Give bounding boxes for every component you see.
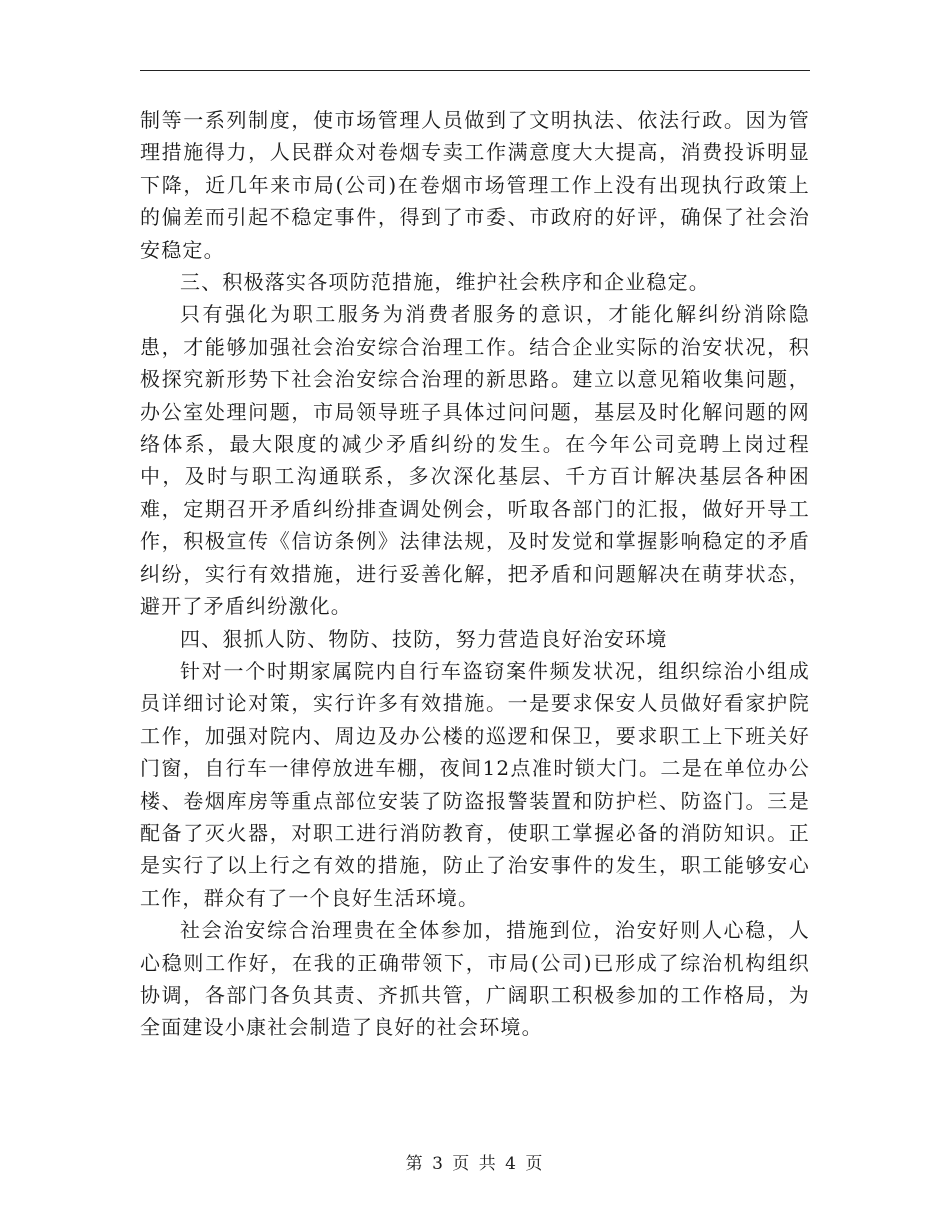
page-footer: 第 3 页 共 4 页: [405, 1154, 545, 1174]
document-body: [140, 104, 810, 1044]
paragraph-3: 针对一个时期家属院内自行车盗窃案件频发状况，组织综治小组成员详细讨论对策，实行许多有效措施。一是要求保安人员做好看家护院工作，加强对院内、周边及办公楼的巡逻和保卫，要求职工上下班关好门窗，自行车一律停放进车棚，夜间12点准时锁大门。二是在单位办公楼、卷烟库房等重点部位安装了防盗报警装置和防护栏、防盗门。三是配备了灭火器，对职工进行消防教育，使职工掌握必备的消防知识。正是实行了以上行之有效的措施，防止了治安事件的发生，职工能够安心工作，群众有了一个良好生活环境。: [140, 658, 810, 910]
section-heading-4: 四、狠抓人防、物防、技防，努力营造良好治安环境: [180, 626, 668, 651]
paragraph-1: 制等一系列制度，使市场管理人员做到了文明执法、依法行政。因为管理措施得力，人民群众对卷烟专卖工作满意度大大提高，消费投诉明显下降，近几年来市局(公司)在卷烟市场管理工作上没有出现执行政策上的偏差而引起不稳定事件，得到了市委、市政府的好评，确保了社会治安稳定。: [140, 108, 810, 262]
paragraph-2: 只有强化为职工服务为消费者服务的意识，才能化解纠纷消除隐患，才能够加强社会治安综合治理工作。结合企业实际的治安状况，积极探究新形势下社会治安综合治理的新思路。建立以意见箱收集问题，办公室处理问题，市局领导班子具体过问问题，基层及时化解问题的网络体系，最大限度的减少矛盾纠纷的发生。在今年公司竞聘上岗过程中，及时与职工沟通联系，多次深化基层、千方百计解决基层各种困难，定期召开矛盾纠纷排查调处例会，听取各部门的汇报，做好开导工作，积极宣传《信访条例》法律法规，及时发觉和掌握影响稳定的矛盾纠纷，实行有效措施，进行妥善化解，把矛盾和问题解决在萌芽状态，避开了矛盾纠纷激化。: [140, 302, 810, 619]
header-rule: [140, 70, 810, 71]
section-heading-3: 三、积极落实各项防范措施，维护社会秩序和企业稳定。: [180, 270, 710, 295]
paragraph-4: 社会治安综合治理贵在全体参加，措施到位，治安好则人心稳，人心稳则工作好，在我的正确带领下，市局(公司)已形成了综治机构组织协调，各部门各负其责、齐抓共管，广阔职工积极参加的工作格局，为全面建设小康社会制造了良好的社会环境。: [140, 918, 810, 1040]
